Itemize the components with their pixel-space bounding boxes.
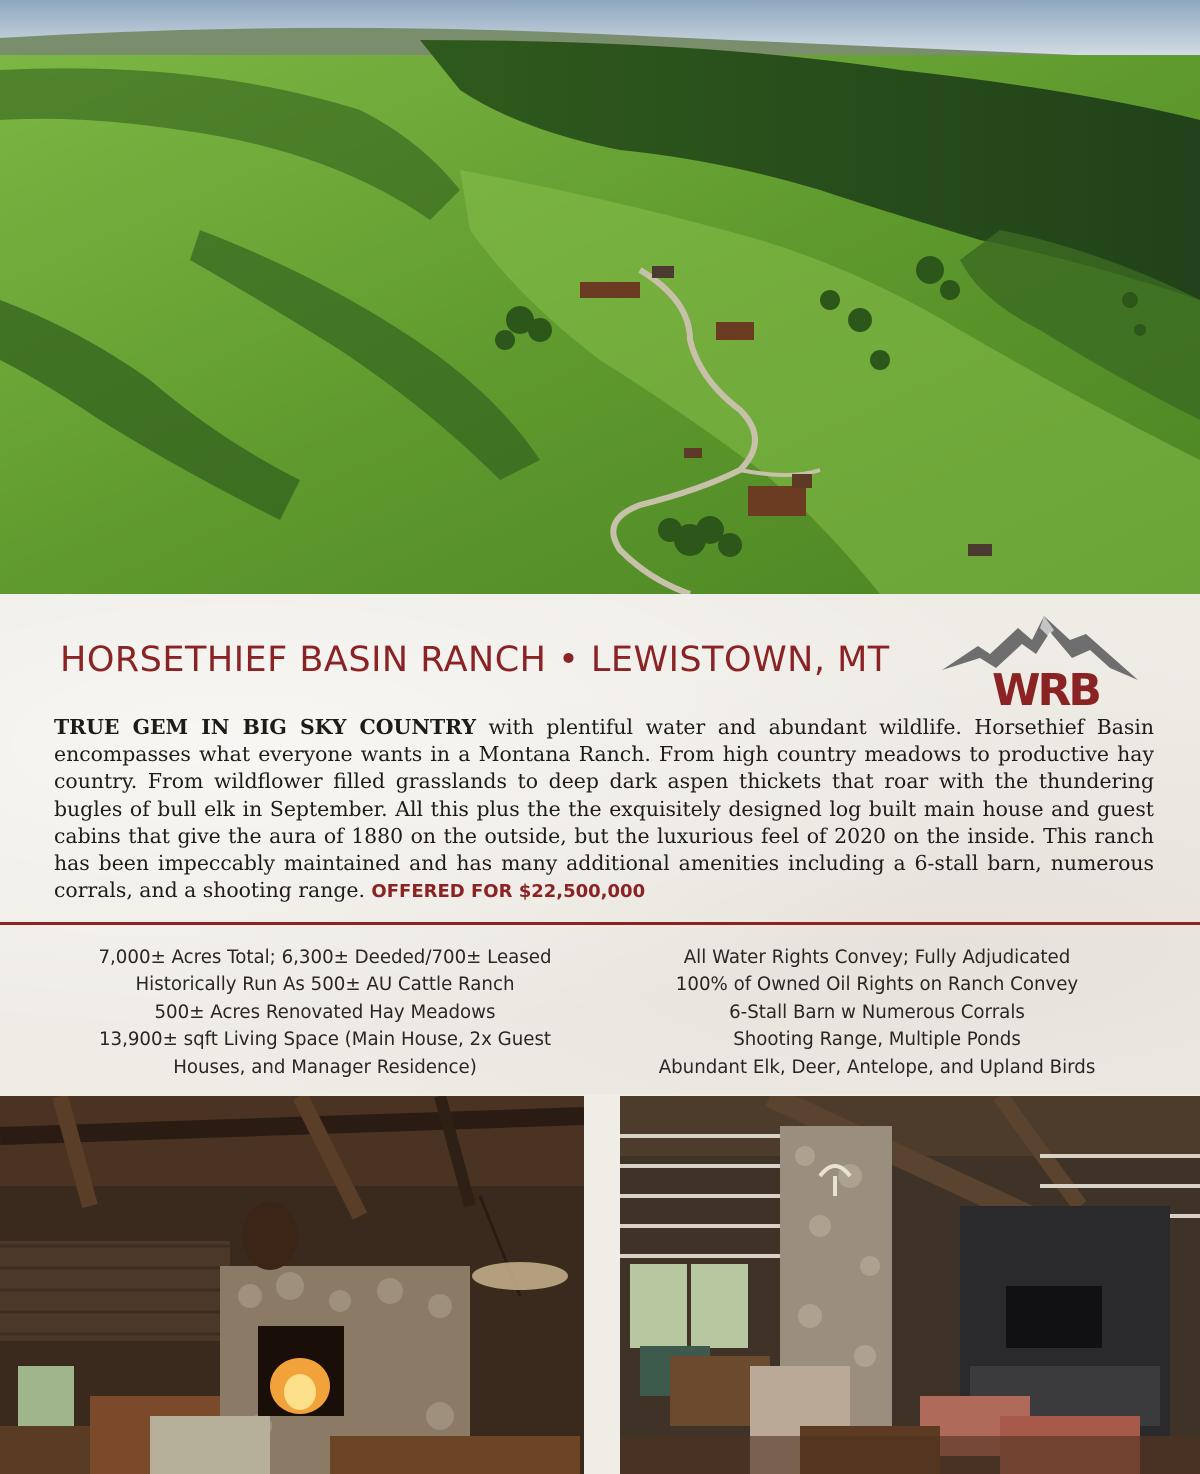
feature-item: Abundant Elk, Deer, Antelope, and Upland Birds — [658, 1056, 1096, 1078]
interior-photo-living-room — [620, 1096, 1200, 1474]
page-title: HORSETHIEF BASIN RANCH • LEWISTOWN, MT — [60, 640, 890, 680]
description-body: with plentiful water and abundant wildlife. Horsethief Basin encompasses what everyone wants in a Montana Ranch. From high country meadows to productive hay country. From wildflower filled grasslands to deep dark aspen thickets that roar with the thundering bugles of bull elk in September. All this plus the the exquisitely designed log built main house and guest cabins that give the aura of 1880 on the outside, but the luxurious feel of 2020 on the inside. This ranch has been impeccably maintained and has many additional amenities including a 6-stall barn, numerous corrals, and a shooting range. — [54, 715, 1154, 903]
feature-item: 7,000± Acres Total; 6,300± Deeded/700± Leased — [98, 947, 552, 968]
feature-item: Historically Run As 500± AU Cattle Ranch — [135, 974, 515, 996]
feature-item: Shooting Range, Multiple Ponds — [733, 1029, 1021, 1051]
features-list-right — [612, 944, 1142, 1081]
section-divider — [0, 922, 1200, 925]
description-lead: TRUE GEM IN BIG SKY COUNTRY — [54, 715, 477, 739]
feature-item: 13,900± sqft Living Space (Main House, 2x Guest Houses, and Manager Residence) — [98, 1029, 552, 1078]
property-description — [54, 714, 1154, 905]
feature-item: 100% of Owned Oil Rights on Ranch Convey — [675, 974, 1079, 996]
interior-photo-great-room — [0, 1096, 584, 1474]
features-list-left — [60, 944, 590, 1081]
feature-item: 500± Acres Renovated Hay Meadows — [154, 1001, 496, 1023]
wrb-logo — [940, 610, 1140, 710]
svg-text:WRB: WRB — [992, 665, 1099, 710]
feature-item: 6-Stall Barn w Numerous Corrals — [729, 1001, 1025, 1023]
feature-item: All Water Rights Convey; Fully Adjudicated — [683, 947, 1071, 968]
hero-aerial-photo — [0, 0, 1200, 594]
offer-price: OFFERED FOR $22,500,000 — [371, 881, 646, 903]
